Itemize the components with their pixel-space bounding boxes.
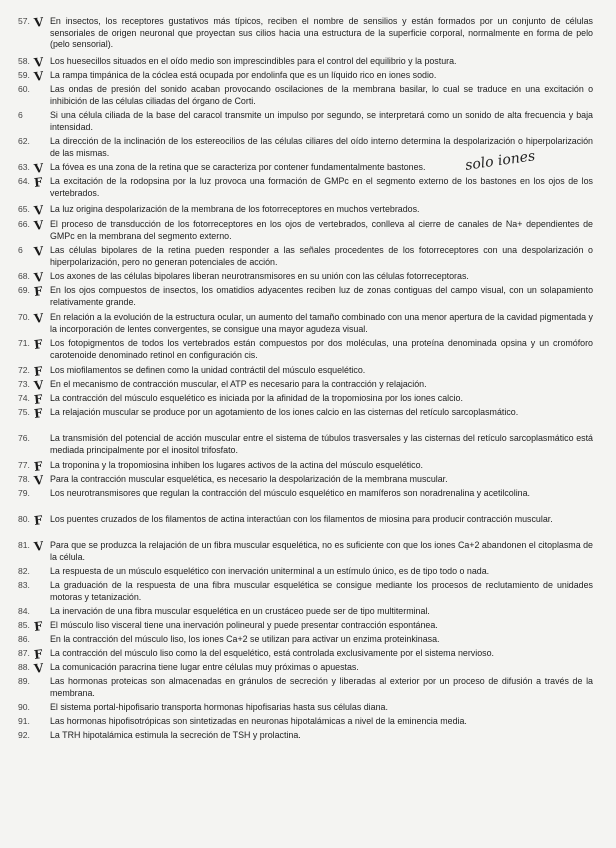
question-number: 80. bbox=[18, 514, 30, 524]
question-text: Las hormonas hipofisotrópicas son sintetizadas en neuronas hipotalámicas a nivel de la eminencia media. bbox=[50, 716, 467, 726]
question-number: 77. bbox=[18, 460, 30, 470]
question-number: 64. bbox=[18, 176, 30, 186]
answer-mark: V bbox=[33, 14, 45, 30]
question-number: 71. bbox=[18, 338, 30, 348]
answer-mark: F bbox=[33, 618, 44, 634]
answer-mark: F bbox=[33, 336, 44, 352]
answer-mark: V bbox=[33, 472, 45, 488]
question-number: 79. bbox=[18, 488, 30, 498]
answer-mark: V bbox=[33, 243, 45, 259]
question-text: En los ojos compuestos de insectos, los omatidios adyacentes reciben luz de zonas contiguas del campo visual, con un solapamiento relativamente grande. bbox=[50, 285, 593, 307]
answer-mark: V bbox=[33, 660, 45, 676]
question-text: El proceso de transducción de los fotorreceptores en los ojos de vertebrados, conlleva al cierre de canales de Na+ dependientes de GMPc en la membrana del segmento externo. bbox=[50, 219, 593, 241]
question-text: Las células bipolares de la retina pueden responder a las señales procedentes de los fotorreceptores con una despolarización o hiperpolarización, pero no generan potenciales de acción. bbox=[50, 245, 593, 267]
question-text: La excitación de la rodopsina por la luz provoca una formación de GMPc en el segmento externo de los bastones en los ojos de los vertebrados. bbox=[50, 176, 593, 198]
question-text: En relación a la evolución de la estructura ocular, un aumento del tamaño combinado con una menor apertura de la cavidad pigmentada y la incorporación de lentes convergentes, se consigue una mayor agudeza visual. bbox=[50, 312, 593, 334]
question-number: 59. bbox=[18, 70, 30, 80]
question-text: La transmisión del potencial de acción muscular entre el sistema de túbulos trasversales y las cisternas del retículo sarcoplasmático está mediada principalmente por el inositol trifosfato. bbox=[50, 433, 593, 455]
question-text: La dirección de la inclinación de los estereocilios de las células ciliares del oído interno determina la despolarización o hiperpolarización de las mismas. bbox=[50, 136, 593, 158]
question-text: La inervación de una fibra muscular esquelética en un crustáceo puede ser de tipo multiterminal. bbox=[50, 606, 430, 616]
question-text: Los huesecillos situados en el oído medio son imprescindibles para el control del equilibrio y la postura. bbox=[50, 56, 457, 66]
question-text: La relajación muscular se produce por un agotamiento de los iones calcio en las cisternas del retículo sarcoplasmático. bbox=[50, 407, 519, 417]
question-text: Las hormonas proteicas son almacenadas en gránulos de secreción y liberadas al exterior por un proceso de difusión a través de la membrana. bbox=[50, 676, 593, 698]
handwritten-note: solo iones bbox=[464, 148, 537, 174]
question-number: 88. bbox=[18, 662, 30, 672]
question-text: Los puentes cruzados de los filamentos de actina interactúan con los filamentos de miosina para producir contracción muscular. bbox=[50, 514, 553, 524]
answer-mark: V bbox=[33, 54, 45, 70]
question-text: El músculo liso visceral tiene una inervación polineural y puede presentar contracción espontánea. bbox=[50, 620, 438, 630]
question-number: 70. bbox=[18, 312, 30, 322]
question-number: 60. bbox=[18, 84, 30, 94]
question-number: 66. bbox=[18, 219, 30, 229]
question-number: 78. bbox=[18, 474, 30, 484]
question-number: 57. bbox=[18, 16, 30, 26]
question-number: 72. bbox=[18, 365, 30, 375]
question-text: Si una célula ciliada de la base del caracol transmite un impulso por segundo, se interpretará como un sonido de alta frecuencia y baja intensidad. bbox=[50, 110, 593, 132]
question-text: Las ondas de presión del sonido acaban provocando oscilaciones de la membrana basilar, lo cual se traduce en una excitación o inhibición de las células ciliadas del órgano de Corti. bbox=[50, 84, 593, 106]
answer-mark: V bbox=[33, 269, 45, 285]
question-number: 6 bbox=[18, 110, 23, 120]
question-text: En la contracción del músculo liso, los iones Ca+2 se utilizan para activar un enzima proteinkinasa. bbox=[50, 634, 440, 644]
question-text: La TRH hipotalámica estimula la secreción de TSH y prolactina. bbox=[50, 730, 301, 740]
question-text: Los miofilamentos se definen como la unidad contráctil del músculo esquelético. bbox=[50, 365, 366, 375]
question-number: 83. bbox=[18, 580, 30, 590]
question-text: El sistema portal-hipofisario transporta hormonas hipofisarias hasta sus células diana. bbox=[50, 702, 388, 712]
question-number: 69. bbox=[18, 285, 30, 295]
question-number: 86. bbox=[18, 634, 30, 644]
question-number: 73. bbox=[18, 379, 30, 389]
answer-mark: F bbox=[33, 646, 44, 662]
answer-mark: V bbox=[33, 310, 45, 326]
answer-mark: F bbox=[33, 363, 44, 379]
question-number: 87. bbox=[18, 648, 30, 658]
question-text: La fóvea es una zona de la retina que se caracteriza por contener fundamentalmente bastones. bbox=[50, 162, 426, 172]
question-number: 58. bbox=[18, 56, 30, 66]
question-text: La luz origina despolarización de la membrana de los fotorreceptores en muchos vertebrados. bbox=[50, 204, 420, 214]
question-number: 84. bbox=[18, 606, 30, 616]
answer-mark: F bbox=[33, 405, 44, 421]
question-text: La contracción del músculo esquelético es iniciada por la afinidad de la tropomiosina por los iones calcio. bbox=[50, 393, 463, 403]
question-number: 68. bbox=[18, 271, 30, 281]
question-text: Para la contracción muscular esquelética, es necesario la despolarización de la membrana muscular. bbox=[50, 474, 448, 484]
question-number: 76. bbox=[18, 433, 30, 443]
answer-mark: V bbox=[33, 68, 45, 84]
question-number: 6 bbox=[18, 245, 23, 255]
answer-mark: V bbox=[33, 217, 45, 233]
question-text: Para que se produzca la relajación de un fibra muscular esquelética, no es suficiente con que los iones Ca+2 abandonen el citoplasma de la célula. bbox=[50, 540, 593, 562]
question-text: Los fotopigmentos de todos los vertebrados están compuestos por dos moléculas, una proteína denominada opsina y un cromóforo carotenoide denominado retinol en configuración cis. bbox=[50, 338, 593, 360]
question-text: La contracción del músculo liso como la del esquelético, está controlada exclusivamente por el sistema nervioso. bbox=[50, 648, 494, 658]
question-number: 89. bbox=[18, 676, 30, 686]
answer-mark: F bbox=[33, 283, 44, 299]
question-number: 65. bbox=[18, 204, 30, 214]
question-text: La troponina y la tropomiosina inhiben los lugares activos de la actina del músculo esquelético. bbox=[50, 460, 423, 470]
question-text: La respuesta de un músculo esquelético con inervación uniterminal a un estímulo único, es de tipo todo o nada. bbox=[50, 566, 490, 576]
answer-mark: V bbox=[33, 160, 45, 176]
question-text: La comunicación paracrina tiene lugar entre células muy próximas o apuestas. bbox=[50, 662, 359, 672]
question-number: 74. bbox=[18, 393, 30, 403]
answer-mark: V bbox=[33, 202, 45, 218]
question-number: 82. bbox=[18, 566, 30, 576]
question-text: En insectos, los receptores gustativos más típicos, reciben el nombre de sensilios y están formados por un conjunto de células sensoriales de origen neuronal que proyectan sus cilios hacia una estructura de la superficie corporal, normalmente en forma de pelo (pelo sensorial). bbox=[50, 16, 593, 50]
question-text: Los axones de las células bipolares liberan neurotransmisores en su unión con las células fotorreceptoras. bbox=[50, 271, 469, 281]
question-number: 92. bbox=[18, 730, 30, 740]
answer-mark: F bbox=[33, 512, 44, 528]
question-number: 85. bbox=[18, 620, 30, 630]
question-number: 63. bbox=[18, 162, 30, 172]
question-number: 81. bbox=[18, 540, 30, 550]
answer-mark: V bbox=[33, 377, 45, 393]
answer-mark: F bbox=[33, 391, 44, 407]
question-text: La rampa timpánica de la cóclea está ocupada por endolinfa que es un líquido rico en iones sodio. bbox=[50, 70, 437, 80]
question-number: 75. bbox=[18, 407, 30, 417]
question-text: La graduación de la respuesta de una fibra muscular esquelética se consigue mediante los procesos de reclutamiento de unidades motoras y tetanización. bbox=[50, 580, 593, 602]
answer-mark: V bbox=[33, 538, 45, 554]
question-text: En el mecanismo de contracción muscular, el ATP es necesario para la contracción y relajación. bbox=[50, 379, 427, 389]
answer-mark: F bbox=[33, 458, 44, 474]
answer-mark: F bbox=[33, 174, 44, 190]
question-text: Los neurotransmisores que regulan la contracción del músculo esquelético en mamíferos son noradrenalina y acetilcolina. bbox=[50, 488, 531, 498]
question-number: 91. bbox=[18, 716, 30, 726]
question-number: 62. bbox=[18, 136, 30, 146]
question-number: 90. bbox=[18, 702, 30, 712]
